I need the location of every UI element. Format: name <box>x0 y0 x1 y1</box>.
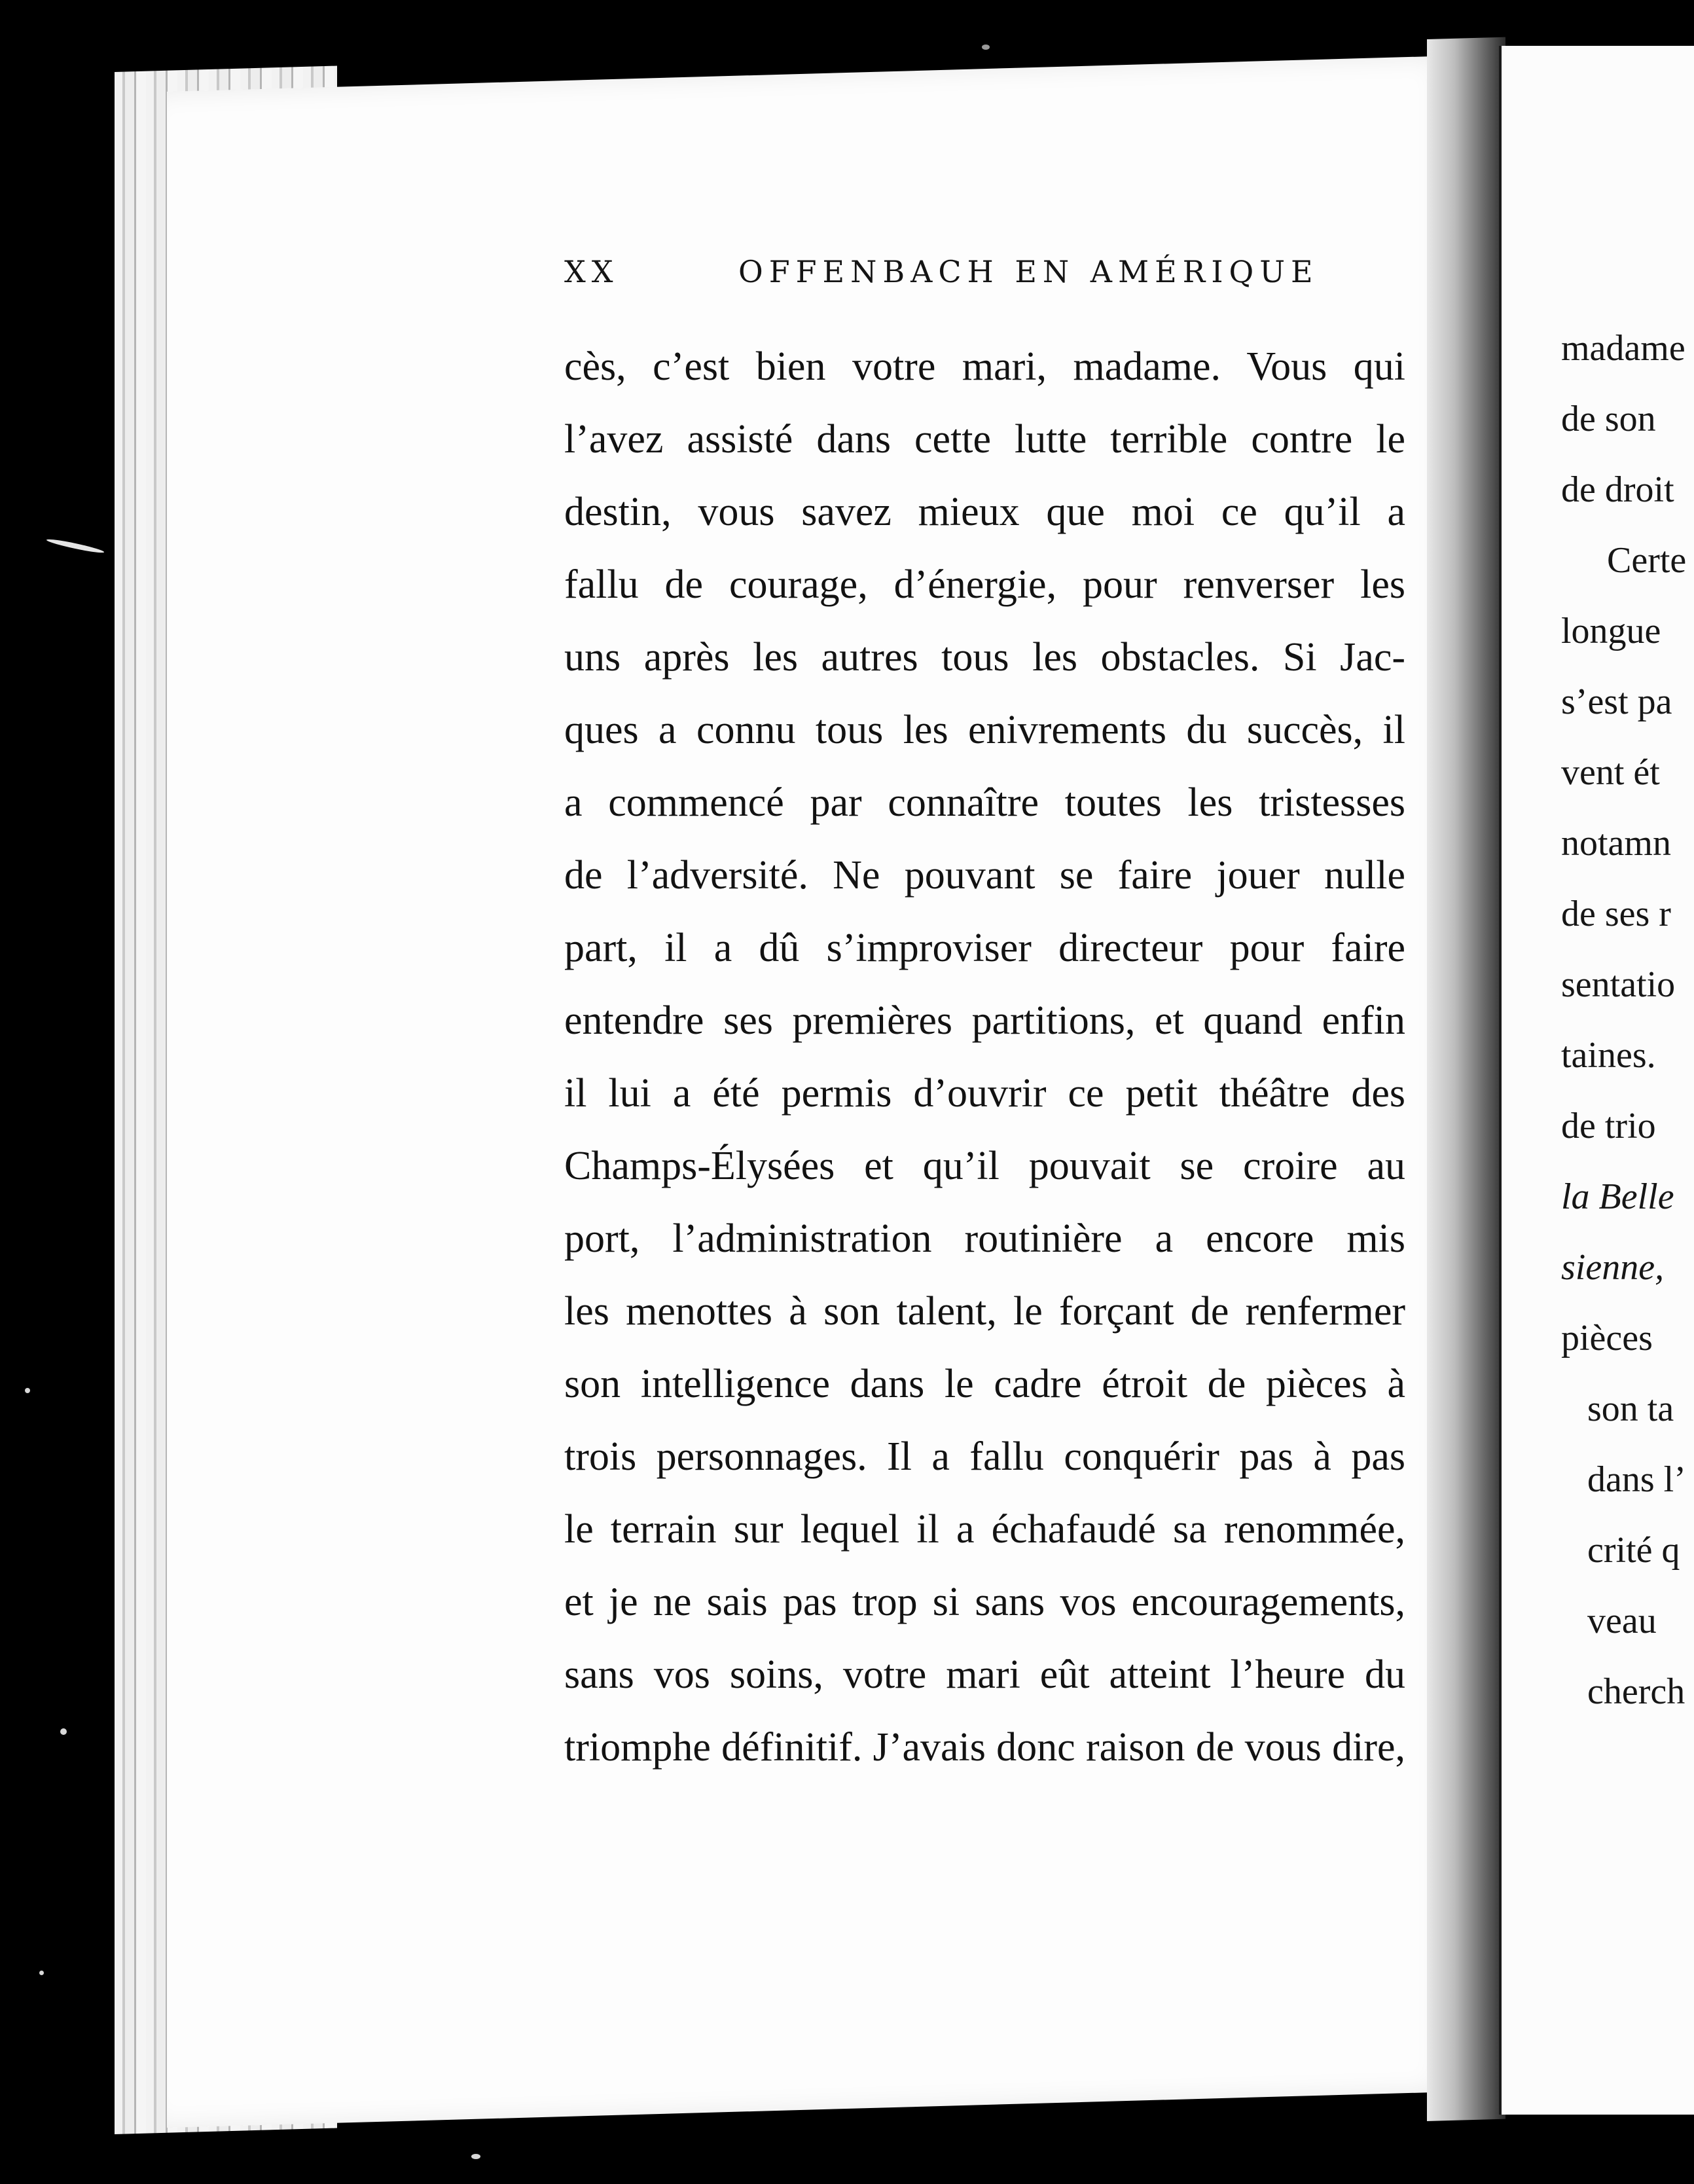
right-text-line: veau <box>1587 1601 1657 1641</box>
scan-artifact <box>471 2154 480 2159</box>
scan-artifact <box>60 1728 67 1735</box>
scan-artifact <box>982 45 990 50</box>
right-text-line: s’est pa <box>1561 682 1672 722</box>
text-line: son intelligence dans le cadre étroit de pièces à <box>564 1362 1405 1406</box>
text-line: de l’adversité. Ne pouvant se faire jouer nulle <box>564 853 1405 898</box>
text-line: l’avez assisté dans cette lutte terrible contre le <box>564 417 1405 462</box>
text-line: triomphe définitif. J’avais donc raison de vous dire, <box>564 1725 1405 1770</box>
text-line: les menottes à son talent, le forçant de renfermer <box>564 1289 1405 1334</box>
right-text-line: de droit <box>1561 469 1674 510</box>
text-line: cès, c’est bien votre mari, madame. Vous qui <box>564 344 1405 389</box>
right-text-line: dans l’ <box>1587 1459 1686 1500</box>
right-text-line: sienne, <box>1561 1247 1665 1288</box>
running-head-title: OFFENBACH EN AMÉRIQUE <box>738 254 1319 289</box>
text-line: a commencé par connaître toutes les tristesses <box>564 780 1405 825</box>
text-line: destin, vous savez mieux que moi ce qu’il a <box>564 490 1405 534</box>
text-line: Champs-Élysées et qu’il pouvait se croire au <box>564 1144 1405 1188</box>
right-text-line: cherch <box>1587 1671 1685 1712</box>
scan-artifact <box>25 1388 30 1393</box>
right-text-line: sentatio <box>1561 964 1676 1005</box>
gutter-shadow <box>1427 37 1505 2121</box>
right-text-line: son ta <box>1587 1389 1674 1429</box>
running-head <box>564 254 619 289</box>
right-text-line: la Belle <box>1561 1176 1674 1217</box>
text-line: et je ne sais pas trop si sans vos encouragements, <box>564 1580 1405 1624</box>
right-text-line: de ses r <box>1561 894 1671 934</box>
text-line: trois personnages. Il a fallu conquérir pas à pas <box>564 1434 1405 1479</box>
right-text-line: Certe <box>1607 540 1687 581</box>
right-text-line: longue <box>1561 611 1661 651</box>
text-line: ques a connu tous les enivrements du succès, il <box>564 708 1405 752</box>
right-text-line: pièces <box>1561 1318 1653 1358</box>
text-line: uns après les autres tous les obstacles. Si Jac- <box>564 635 1405 680</box>
left-page-body <box>564 340 1405 1794</box>
text-line: part, il a dû s’improviser directeur pour faire <box>564 926 1405 970</box>
scan-artifact <box>46 537 105 555</box>
right-text-line: crité q <box>1587 1530 1680 1571</box>
right-text-line: taines. <box>1561 1035 1656 1076</box>
text-line: fallu de courage, d’énergie, pour renverser les <box>564 562 1405 607</box>
right-text-line: de son <box>1561 399 1656 439</box>
text-line: entendre ses premières partitions, et quand enfin <box>564 998 1405 1043</box>
running-head-title-wrap <box>738 254 1319 289</box>
right-text-line: vent ét <box>1561 752 1660 793</box>
right-text-line: madame <box>1561 328 1685 369</box>
right-text-line: notamn <box>1561 823 1671 864</box>
scan-artifact <box>39 1971 44 1975</box>
text-line: port, l’administration routinière a encore mis <box>564 1216 1405 1261</box>
text-line: il lui a été permis d’ouvrir ce petit théâtre des <box>564 1071 1405 1116</box>
page-number: XX <box>564 254 619 289</box>
right-text-line: de trio <box>1561 1106 1656 1146</box>
text-line: sans vos soins, votre mari eût atteint l’heure du <box>564 1652 1405 1697</box>
text-line: le terrain sur lequel il a échafaudé sa renommée, <box>564 1507 1405 1552</box>
